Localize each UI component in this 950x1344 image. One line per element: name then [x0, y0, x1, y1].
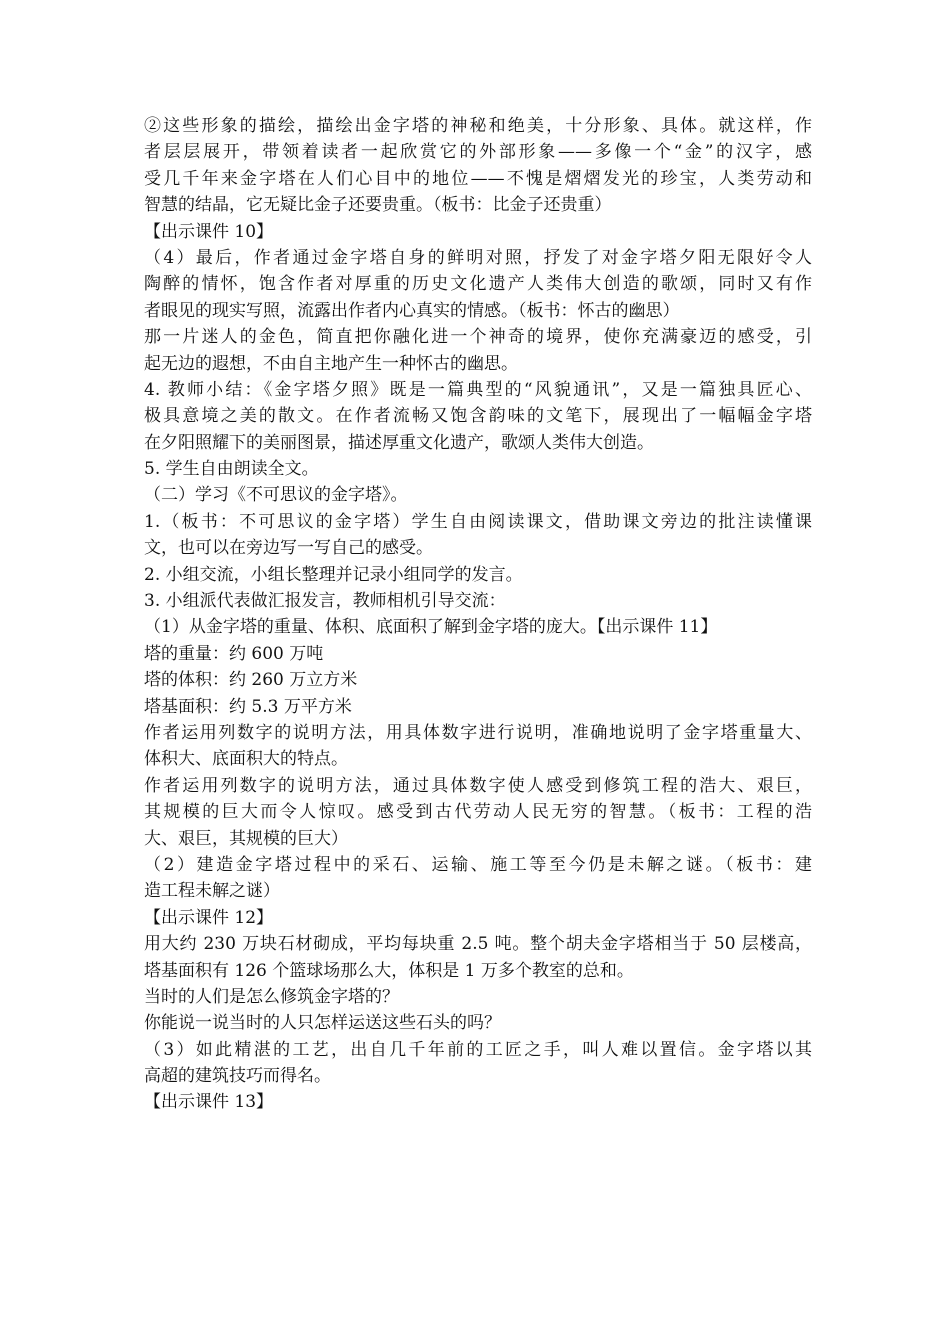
text-line: 大、艰巨，其规模的巨大）	[144, 828, 348, 849]
text-line: 高超的建筑技巧而得名。	[144, 1066, 331, 1087]
text-line: 2. 小组交流，小组长整理并记录小组同学的发言。	[144, 564, 523, 585]
text-line: （3）如此精湛的工艺，出自几千年前的工匠之手，叫人难以置信。金字塔以其	[144, 1039, 812, 1060]
text-line: 在夕阳照耀下的美丽图景，描述厚重文化遗产，歌颂人类伟大创造。	[144, 432, 654, 453]
text-line: （4）最后，作者通过金字塔自身的鲜明对照，抒发了对金字塔夕阳无限好令人	[144, 247, 812, 268]
text-line: 4. 教师小结：《金字塔夕照》既是一篇典型的“风貌通讯”，又是一篇独具匠心、	[144, 379, 812, 400]
courseware-marker: 【出示课件 10】	[144, 221, 274, 242]
text-line: 3. 小组派代表做汇报发言，教师相机引导交流：	[144, 591, 506, 612]
text-line: 5. 学生自由朗读全文。	[144, 459, 319, 480]
text-line: 造工程未解之谜）	[144, 881, 280, 902]
fact-line: 塔的重量：约 600 万吨	[144, 643, 324, 664]
fact-line: 塔基面积：约 5.3 万平方米	[144, 696, 352, 717]
text-line: 文，也可以在旁边写一写自己的感受。	[144, 538, 433, 559]
courseware-marker: 【出示课件 13】	[144, 1092, 274, 1113]
text-line: （2）建造金字塔过程中的采石、运输、施工等至今仍是未解之谜。（板书：建	[144, 854, 812, 875]
text-line: 体积大、底面积大的特点。	[144, 749, 348, 770]
text-line: 受几千年来金字塔在人们心目中的地位——不愧是熠熠发光的珍宝，人类劳动和	[144, 168, 812, 189]
text-line: 者眼见的现实写照，流露出作者内心真实的情感。（板书：怀古的幽思）	[144, 300, 680, 321]
text-line: 者层层展开，带领着读者一起欣赏它的外部形象——多像一个“金”的汉字，感	[144, 142, 812, 163]
text-line: 陶醉的情怀，饱含作者对厚重的历史文化遗产人类伟大创造的歌颂，同时又有作	[144, 274, 812, 295]
text-line: 起无边的遐想，不由自主地产生一种怀古的幽思。	[144, 353, 518, 374]
text-line: 作者运用列数字的说明方法，通过具体数字使人感受到修筑工程的浩大、艰巨，	[144, 775, 812, 796]
question-line: 你能说一说当时的人只怎样运送这些石头的吗？	[144, 1013, 501, 1034]
fact-line: 塔的体积：约 260 万立方米	[144, 670, 358, 691]
text-line: 那一片迷人的金色，简直把你融化进一个神奇的境界，使你充满豪迈的感受，引	[144, 327, 812, 348]
text-line: 塔基面积有 126 个篮球场那么大，体积是 1 万多个教室的总和。	[144, 960, 634, 981]
text-line: 极具意境之美的散文。在作者流畅又饱含韵味的文笔下，展现出了一幅幅金字塔	[144, 406, 812, 427]
text-line: 其规模的巨大而令人惊叹。感受到古代劳动人民无穷的智慧。（板书：工程的浩	[144, 802, 812, 823]
document-body	[144, 113, 812, 1116]
text-line: ②这些形象的描绘，描绘出金字塔的神秘和绝美，十分形象、具体。就这样，作	[144, 116, 812, 136]
question-line: 当时的人们是怎么修筑金字塔的？	[144, 986, 399, 1007]
text-line: 1.（板书：不可思议的金字塔）学生自由阅读课文，借助课文旁边的批注读懂课	[144, 511, 812, 532]
text-line: 作者运用列数字的说明方法，用具体数字进行说明，准确地说明了金字塔重量大、	[144, 722, 812, 743]
section-heading: （二）学习《不可思议的金字塔》。	[144, 485, 408, 506]
text-line: 智慧的结晶，它无疑比金子还要贵重。（板书：比金子还贵重）	[144, 195, 612, 216]
text-line: （1）从金字塔的重量、体积、底面积了解到金字塔的庞大。【出示课件 11】	[144, 617, 718, 638]
text-line: 用大约 230 万块石材砌成，平均每块重 2.5 吨。整个胡夫金字塔相当于 50 层楼高，	[144, 934, 812, 955]
courseware-marker: 【出示课件 12】	[144, 907, 274, 928]
